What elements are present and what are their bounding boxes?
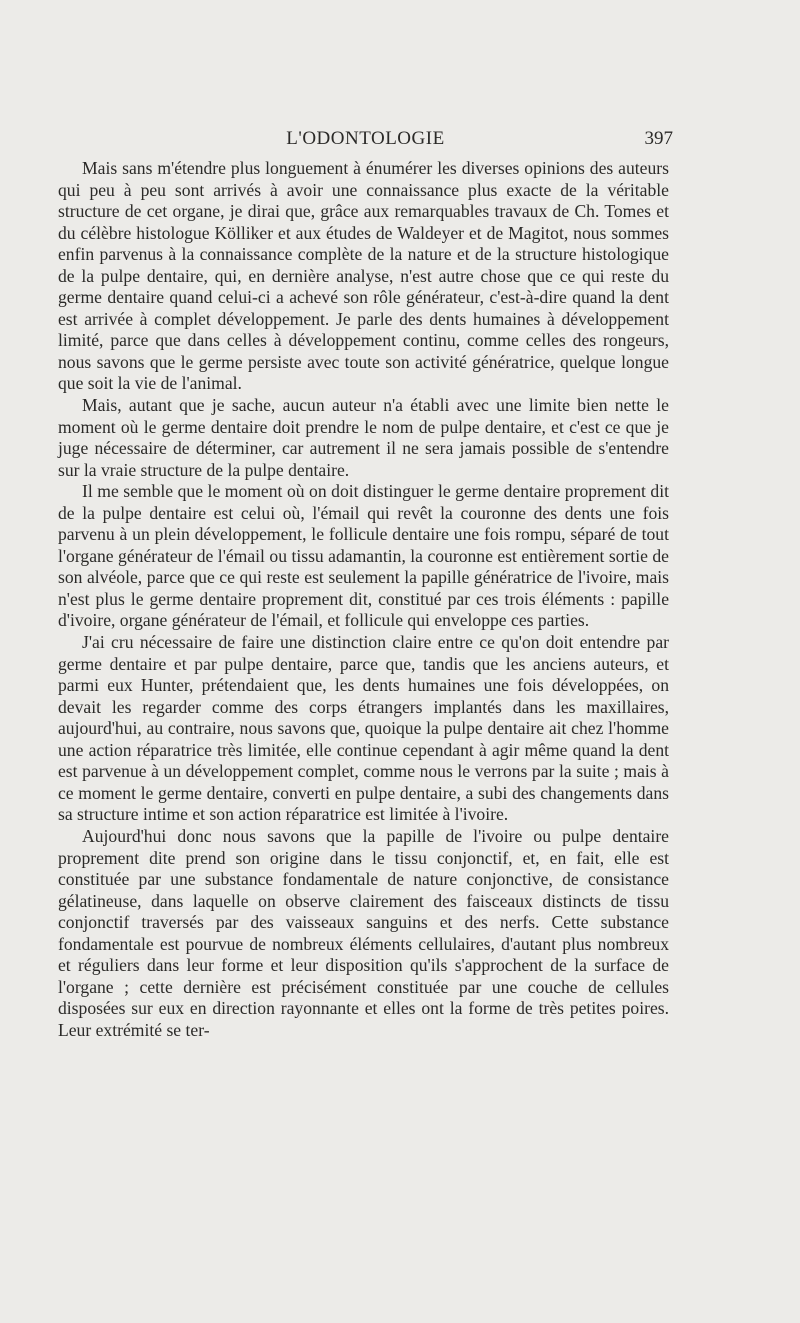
paragraph: Il me semble que le moment où on doit distinguer le germe dentaire proprement dit de la pulpe dentaire est celui où, l'émail qui revêt la couronne des dents une fois parvenu à un plein développement, le follicule dentaire une fois rompu, séparé de tout l'organe générateur de l'émail ou tissu adamantin, la couronne est entièrement sortie de son alvéole, parce que ce qui reste est seulement la papille génératrice de l'ivoire, mais n'est plus le germe dentaire proprement dit, constitué par ces trois éléments : papille d'ivoire, organe générateur de l'émail, et follicule qui enveloppe ces parties.: [58, 481, 669, 631]
paragraph: Mais, autant que je sache, aucun auteur n'a établi avec une limite bien nette le moment où le germe dentaire doit prendre le nom de pulpe dentaire, et c'est ce que je juge nécessaire de déterminer, car autrement il ne sera jamais possible de s'entendre sur la vraie structure de la pulpe dentaire.: [58, 395, 669, 480]
running-title: L'ODONTOLOGIE: [286, 128, 445, 149]
paragraph: Mais sans m'étendre plus longuement à énumérer les diverses opinions des auteurs qui peu à peu sont arrivés à avoir une connaissance plus exacte de la véritable structure de cet organe, je dirai que, grâce aux remarquables travaux de Ch. Tomes et du célèbre histologue Kölliker et aux études de Waldeyer et de Magitot, nous sommes enfin parvenus à la connaissance complète de la nature et de la structure histologique de la pulpe dentaire, qui, en dernière analyse, n'est autre chose que ce qui reste du germe dentaire quand celui-ci a achevé son rôle générateur, c'est-à-dire quand la dent est arrivée à complet développement. Je parle des dents humaines à développement limité, parce que dans celles à développement continu, comme celles des rongeurs, nous savons que le germe persiste avec toute son activité génératrice, quelque longue que soit la vie de l'animal.: [58, 158, 669, 394]
page-number: 397: [644, 128, 673, 149]
page-header: [58, 128, 673, 154]
paragraph: Aujourd'hui donc nous savons que la papille de l'ivoire ou pulpe dentaire proprement dite prend son origine dans le tissu conjonctif, et, en fait, elle est constituée par une substance fondamentale de nature conjonctive, de consistance gélatineuse, dans laquelle on observe clairement des faisceaux distincts de tissu conjonctif traversés par des vaisseaux sanguins et des nerfs. Cette substance fondamentale est pourvue de nombreux éléments cellulaires, d'autant plus nombreux et réguliers dans leur forme et leur disposition qu'ils s'approchent de la surface de l'organe ; cette dernière est précisément constituée par une couche de cellules disposées sur eux en direction rayonnante et elles ont la forme de très petites poires. Leur extrémité se ter-: [58, 825, 669, 1040]
body-text: [58, 158, 669, 1041]
paragraph: J'ai cru nécessaire de faire une distinction claire entre ce qu'on doit entendre par germe dentaire et par pulpe dentaire, parce que, tandis que les anciens auteurs, et parmi eux Hunter, prétendaient que, les dents humaines une fois développées, on devait les regarder comme des corps étrangers implantés dans les maxillaires, aujourd'hui, au contraire, nous savons que, quoique la pulpe dentaire ait chez l'homme une action réparatrice très limitée, elle continue cependant à agir même quand la dent est parvenue à un développement complet, comme nous le verrons par la suite ; mais à ce moment le germe dentaire, converti en pulpe dentaire, a subi des changements dans sa structure intime et son action réparatrice est limitée à l'ivoire.: [58, 632, 669, 825]
